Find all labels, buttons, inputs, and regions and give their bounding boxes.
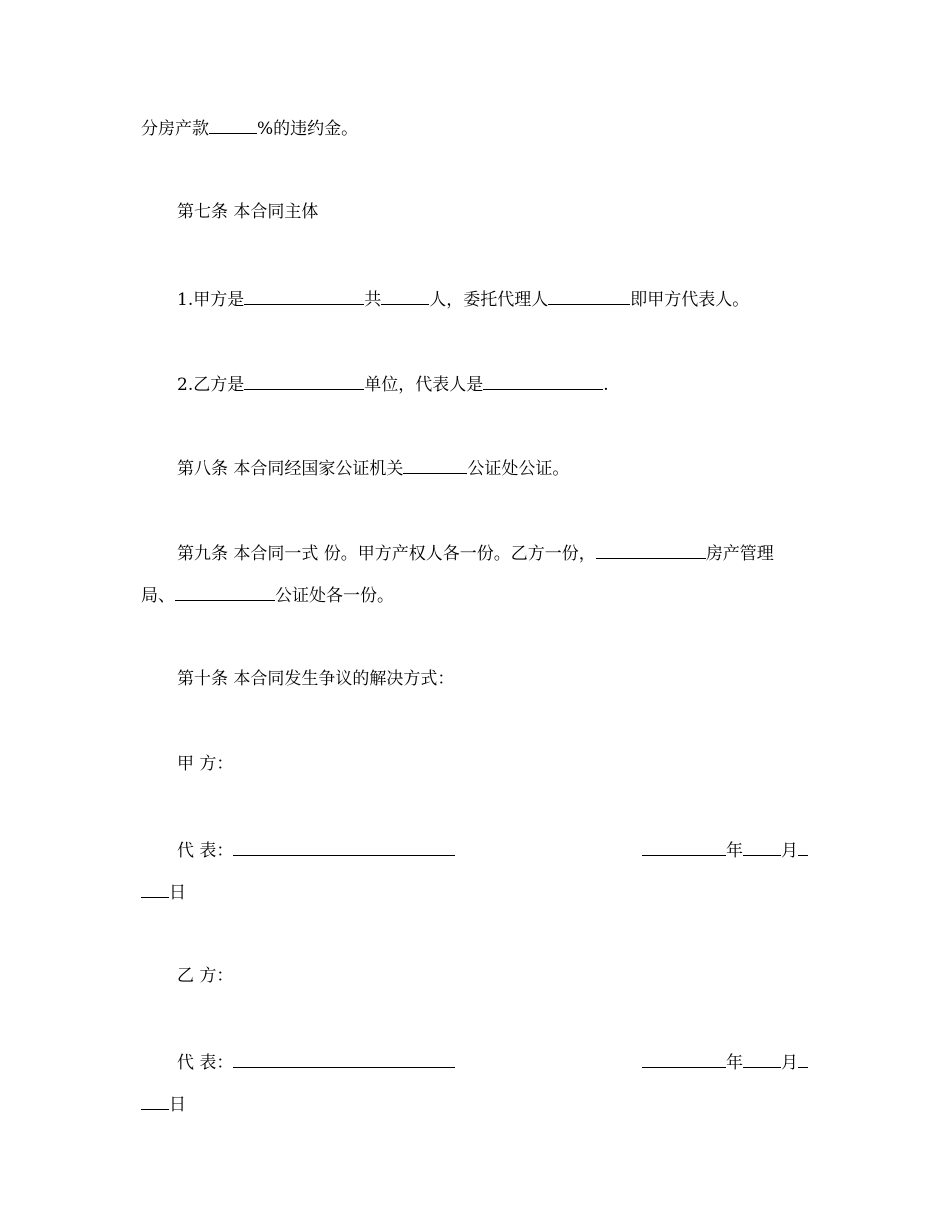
blank-field xyxy=(483,373,603,390)
signature-blank xyxy=(233,1051,455,1068)
text: 代 表： xyxy=(177,1053,234,1073)
day-blank xyxy=(798,839,808,856)
blank-field xyxy=(548,288,630,305)
article-9-continued xyxy=(141,584,394,606)
party-b-day-line xyxy=(141,1093,186,1115)
month-label: 月 xyxy=(781,1053,798,1073)
party-a-day-line xyxy=(141,881,186,903)
text: 代 表： xyxy=(177,841,234,861)
day-blank xyxy=(141,881,169,898)
article-8-line xyxy=(177,457,569,479)
penalty-line xyxy=(141,117,358,139)
text: . xyxy=(603,375,609,395)
day-blank xyxy=(141,1093,169,1110)
year-label: 年 xyxy=(726,1053,743,1073)
day-label: 日 xyxy=(169,1095,186,1115)
signature-blank xyxy=(233,839,455,856)
blank-field xyxy=(244,288,364,305)
article-10-heading: 第十条 本合同发生争议的解决方式： xyxy=(177,669,455,689)
text: 即甲方代表人。 xyxy=(630,290,750,310)
blank-field xyxy=(381,288,429,305)
month-label: 月 xyxy=(781,841,798,861)
party-a-signature-line xyxy=(177,839,455,861)
text: 1.甲方是 xyxy=(177,290,245,310)
text: 房产管理 xyxy=(705,544,774,564)
blank-field xyxy=(175,584,275,601)
article-7-heading: 第七条 本合同主体 xyxy=(177,202,319,222)
day-label: 日 xyxy=(169,883,186,903)
party-b-line xyxy=(177,373,609,395)
text: 公证处公证。 xyxy=(467,459,570,479)
day-blank xyxy=(798,1051,808,1068)
party-b-label: 乙 方： xyxy=(177,966,234,986)
text: 2.乙方是 xyxy=(177,375,245,395)
text: 公证处各一份。 xyxy=(275,586,394,606)
text: 单位，代表人是 xyxy=(364,375,484,395)
blank-field xyxy=(209,117,257,134)
party-b-signature-line xyxy=(177,1051,455,1073)
year-blank xyxy=(642,839,726,856)
party-a-date-line xyxy=(642,839,808,861)
month-blank xyxy=(743,1051,781,1068)
blank-field xyxy=(403,457,467,474)
text: 共 xyxy=(364,290,382,310)
text: 第八条 本合同经国家公证机关 xyxy=(177,459,404,479)
blank-field xyxy=(596,542,706,559)
year-blank xyxy=(642,1051,726,1068)
article-9-line xyxy=(177,542,774,564)
year-label: 年 xyxy=(726,841,743,861)
party-b-date-line xyxy=(642,1051,808,1073)
text: 局、 xyxy=(141,586,175,606)
party-a-line xyxy=(177,288,749,310)
blank-field xyxy=(244,373,364,390)
text: 分房产款 xyxy=(141,119,209,139)
text: 人，委托代理人 xyxy=(429,290,549,310)
text: 第九条 本合同一式 份。甲方产权人各一份。乙方一份， xyxy=(177,544,596,564)
month-blank xyxy=(743,839,781,856)
text: %的违约金。 xyxy=(257,119,359,139)
party-a-label: 甲 方： xyxy=(177,754,234,774)
